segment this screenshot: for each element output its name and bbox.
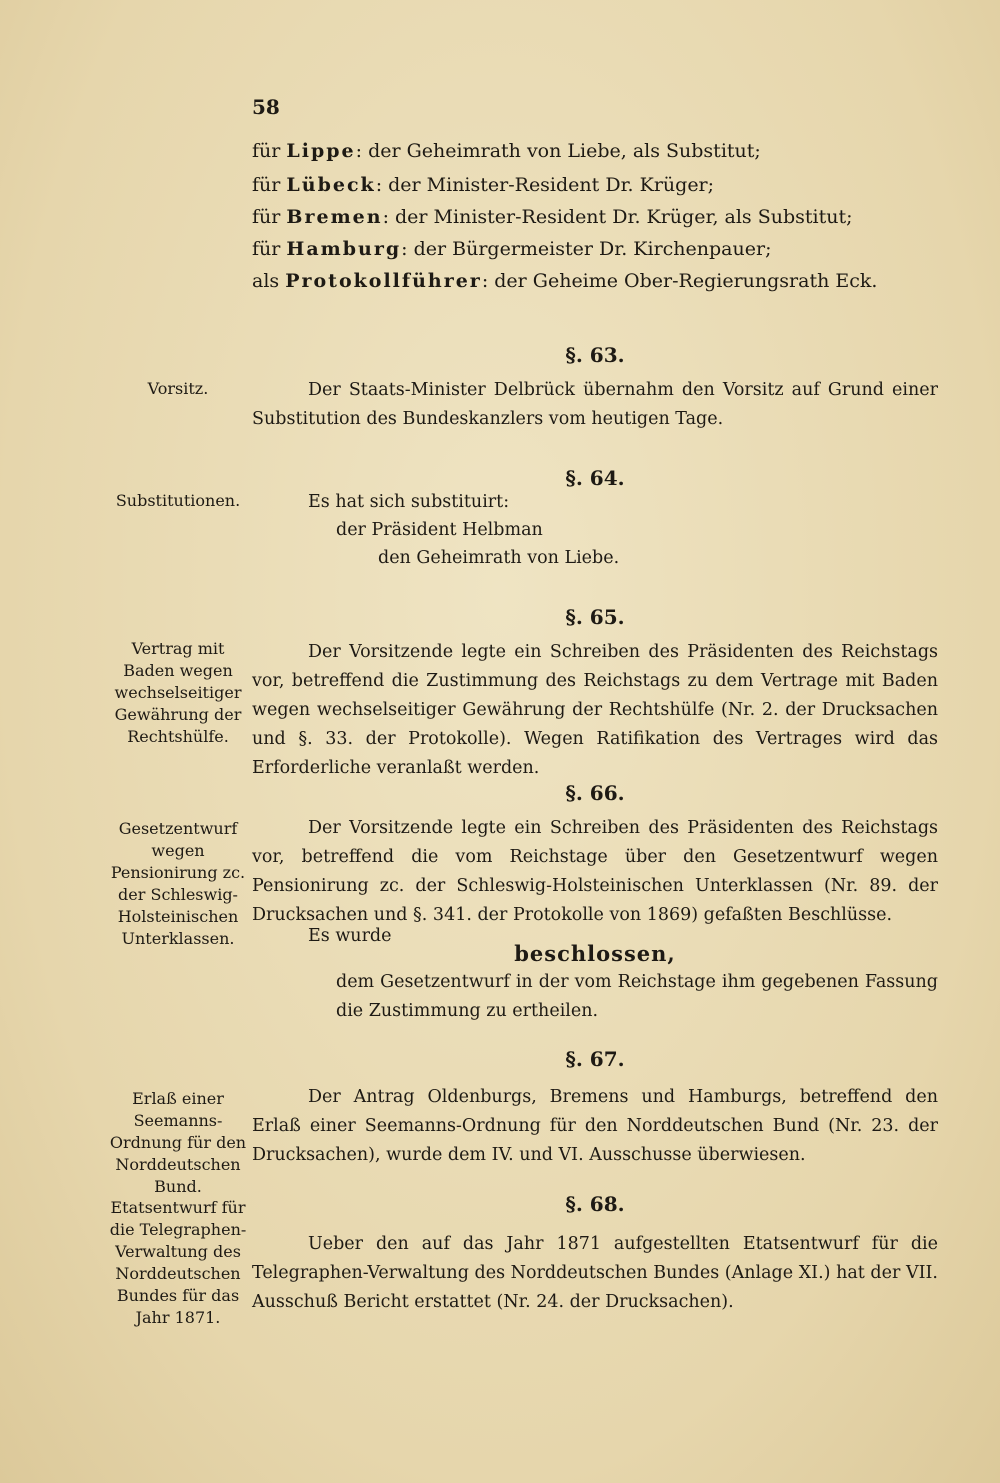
section-heading: §. 68. (565, 1192, 625, 1216)
resolution-keyword: beschlossen, (514, 941, 676, 966)
header-line: für Hamburg: der Bürgermeister Dr. Kirchenpauer; (252, 238, 772, 260)
section-body: Der Staats-Minister Delbrück übernahm den Vorsitz auf Grund einer Substitution des Bundeskanzlers vom heutigen Tage. (252, 380, 938, 429)
header-line: für Lübeck: der Minister-Resident Dr. Krüger; (252, 174, 715, 196)
header-line: für Bremen: der Minister-Resident Dr. Krüger, als Substitut; (252, 206, 853, 228)
resolution-text: dem Gesetzentwurf in der vom Reichstage ihm gegebenen Fassung die Zustimmung zu ertheilen. (336, 972, 938, 1021)
section-heading: §. 63. (565, 343, 625, 367)
section-body: Der Vorsitzende legte ein Schreiben des Präsidenten des Reichstags vor, betreffend die Zustimmung des Reichstags zu dem Vertrage mit Baden wegen wechselseitiger Gewährung der Rechtshülfe (Nr. 2. der Drucksachen und §. 33. der Protokolle). Wegen Ratifikation des Vertrages wird das Erforderliche veranlaßt werden. (252, 642, 938, 778)
section-heading: §. 66. (565, 781, 625, 805)
margin-note: Erlaß einer Seemanns-Ordnung für den Norddeutschen Bund. (109, 1089, 247, 1196)
section-heading: §. 67. (565, 1047, 625, 1071)
text-line: den Geheimrath von Liebe. (378, 548, 620, 568)
header-line: für Lippe: der Geheimrath von Liebe, als Substitut; (252, 140, 761, 162)
section-heading: §. 64. (565, 466, 625, 490)
header-line: als Protokollführer: der Geheime Ober-Regierungsrath Eck. (252, 270, 878, 292)
page-number: 58 (252, 95, 280, 119)
margin-note: Substitutionen. (115, 491, 241, 510)
margin-note: Etatsentwurf für die Telegraphen-Verwaltung des Norddeutschen Bundes für das Jahr 1871. (109, 1198, 247, 1327)
section-body: Der Vorsitzende legte ein Schreiben des Präsidenten des Reichstags vor, betreffend die vom Reichstage über den Gesetzentwurf wegen Pensionirung zc. der Schleswig-Holsteinischen Unterklassen (Nr. 89. der Drucksachen und §. 341. der Protokolle von 1869) gefaßten Beschlüsse. (252, 818, 938, 925)
text-line: der Präsident Helbman (336, 520, 543, 540)
section-body: Ueber den auf das Jahr 1871 aufgestellten Etatsentwurf für die Telegraphen-Verwaltung des Norddeutschen Bundes (Anlage XI.) hat der VII. Ausschuß Bericht erstattet (Nr. 24. der Drucksachen). (252, 1234, 938, 1312)
text-line: Es wurde (308, 926, 392, 946)
margin-note: Vertrag mit Baden wegen wechselseitiger Gewährung der Rechtshülfe. (114, 639, 242, 746)
margin-note: Vorsitz. (147, 379, 209, 398)
margin-note: Gesetzentwurf wegen Pensionirung zc. der Schleswig-Holsteinischen Unterklassen. (110, 819, 246, 948)
text-line: Es hat sich substituirt: (308, 492, 510, 512)
section-heading: §. 65. (565, 605, 625, 629)
section-body: Der Antrag Oldenburgs, Bremens und Hamburgs, betreffend den Erlaß einer Seemanns-Ordnung für den Norddeutschen Bund (Nr. 23. der Drucksachen), wurde dem IV. und VI. Ausschusse überwiesen. (252, 1087, 938, 1165)
